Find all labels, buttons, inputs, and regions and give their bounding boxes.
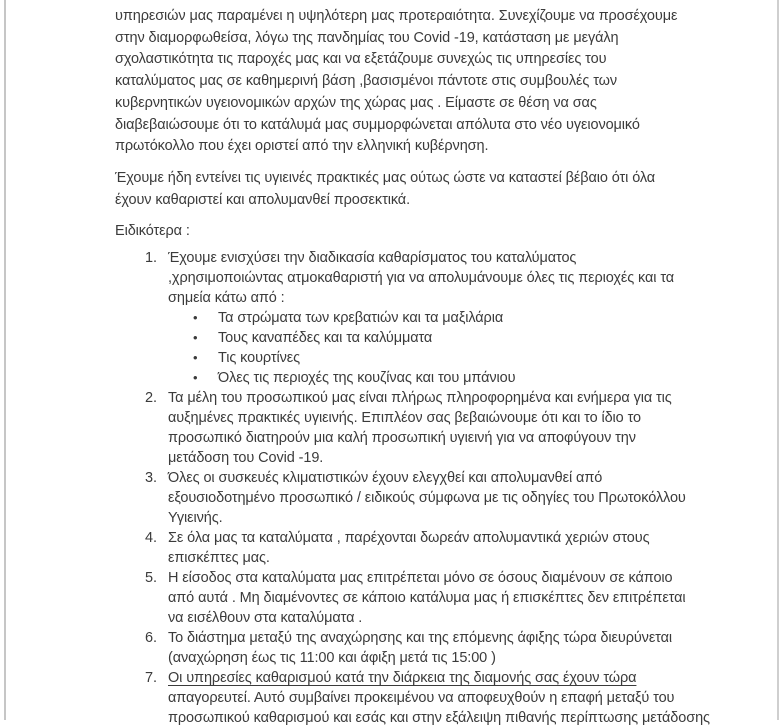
bullet-icon: •: [193, 350, 198, 366]
text-line: μετάδοση του Covid -19.: [168, 450, 324, 467]
text-line: να εισέλθουν στα καταλύματα .: [168, 610, 363, 627]
list-number: 1.: [145, 250, 157, 267]
text-line: από αυτά . Μη διαμένοντες σε κάποιο κατάλυμα μας ή επισκέπτες δεν επιτρέπεται: [168, 590, 686, 607]
text-line: Έχουμε ήδη εντείνει τις υγιεινές πρακτικές μας ούτως ώστε να καταστεί βέβαιο ότι όλα: [115, 169, 656, 186]
list-number: 6.: [145, 630, 157, 647]
list-item-3: [145, 468, 723, 528]
bullet-icon: •: [193, 370, 198, 386]
section-heading: [115, 221, 723, 243]
text-line: αυξημένες πρακτικές υγιεινής. Επιπλέον σας βεβαιώνουμε ότι και το ίδιο το: [168, 410, 641, 427]
text-line: απαγορευτεί. Αυτό συμβαίνει προκειμένου να αποφευχθούν η επαφή μεταξύ του: [168, 690, 675, 707]
text-line: πρωτόκολλο που έχει οριστεί από την ελληνική κυβέρνηση.: [115, 138, 489, 155]
bullet-list: [145, 308, 723, 388]
list-item-5: [145, 568, 723, 628]
text-line: στην διαμορφωθείσα, λόγω της πανδημίας του Covid -19, κατάσταση με μεγάλη: [115, 29, 619, 46]
text-line: καταλύματος μας σε καθημερινή βάση ,βασισμένοι πάντοτε στις συμβουλές των: [115, 73, 618, 90]
list-number: 3.: [145, 470, 157, 487]
bullet-item: [193, 328, 723, 348]
text-line: Όλες οι συσκευές κλιματιστικών έχουν ελεγχθεί και απολυμανθεί από: [168, 470, 603, 487]
text-line: Τις κουρτίνες: [218, 350, 301, 367]
text-line: διαβεβαιώσουμε ότι το κατάλυμά μας συμμορφώνεται απόλυτα στο νέο υγειονομικό: [115, 116, 640, 133]
text-line: Όλες τις περιοχές της κουζίνας και του μπάνιου: [218, 370, 516, 387]
page-left-edge: [4, 0, 6, 720]
text-line: Σε όλα μας τα καταλύματα , παρέχονται δωρεάν απολυμαντικά χεριών στους: [168, 530, 650, 547]
bullet-item: [193, 308, 723, 328]
list-item-7: [145, 668, 723, 728]
bullet-item: [193, 348, 723, 368]
paragraph-hygiene-practices: [115, 168, 723, 211]
text-line: (αναχώρηση έως τις 11:00 και άφιξη μετά τις 15:00 ): [168, 650, 496, 667]
text-line: Το διάστημα μεταξύ της αναχώρησης και της επόμενης άφιξης τώρα διευρύνεται: [168, 630, 673, 647]
list-number: 5.: [145, 570, 157, 587]
bullet-item: [193, 368, 723, 388]
text-line: Τα μέλη του προσωπικού μας είναι πλήρως πληροφορημένα και ενήμερα για τις: [168, 390, 672, 407]
text-line: έχουν καθαριστεί και απολυμανθεί προσεκτικά.: [115, 191, 411, 208]
list-item-4: [145, 528, 723, 568]
text-line: σημεία κάτω από :: [168, 290, 285, 307]
text-line: Έχουμε ενισχύσει την διαδικασία καθαρίσματος του καταλύματος: [168, 250, 577, 267]
document-content: [115, 6, 723, 728]
page-right-edge: [777, 0, 779, 720]
list-item-6: [145, 628, 723, 668]
list-number: 7.: [145, 670, 157, 687]
list-number: 2.: [145, 390, 157, 407]
text-line: εξουσιοδοτημένο προσωπικό / ειδικούς σύμφωνα με τις οδηγίες του Πρωτοκόλλου: [168, 490, 686, 507]
text-line: Τα στρώματα των κρεβατιών και τα μαξιλάρια: [218, 310, 504, 327]
text-line: επισκέπτες μας.: [168, 550, 270, 567]
bullet-icon: •: [193, 310, 198, 326]
list-number: 4.: [145, 530, 157, 547]
text-line: προσωπικό διατηρούν μια καλή προσωπική υγιεινή για να αποφύγουν την: [168, 430, 636, 447]
numbered-list: [115, 248, 723, 728]
text-line: Ειδικότερα :: [115, 223, 190, 240]
list-item-2: [145, 388, 723, 468]
paragraph-services: [115, 6, 723, 158]
text-line: προσωπικού καθαρισμού και εσάς και στην εξάλειψη πιθανής περίπτωσης μετάδοσης: [168, 710, 710, 727]
text-line: Υγιεινής.: [168, 510, 223, 527]
bullet-icon: •: [193, 330, 198, 346]
text-line-underlined: Οι υπηρεσίες καθαρισμού κατά την διάρκεια της διαμονής σας έχουν τώρα: [168, 670, 637, 687]
text-line: Τους καναπέδες και τα καλύμματα: [218, 330, 433, 347]
text-line: σχολαστικότητα τις παροχές μας και να εξετάζουμε συνεχώς τις υπηρεσίες του: [115, 51, 607, 68]
text-line: ,χρησιμοποιώντας ατμοκαθαριστή για να απολυμάνουμε όλες τις περιοχές και τα: [168, 270, 675, 287]
text-line: κυβερνητικών υγειονομικών αρχών της χώρας μας . Είμαστε σε θέση να σας: [115, 94, 597, 111]
list-item-1: [145, 248, 723, 388]
text-line: Η είσοδος στα καταλύματα μας επιτρέπεται μόνο σε όσους διαμένουν σε κάποιο: [168, 570, 673, 587]
text-line: υπηρεσιών μας παραμένει η υψηλότερη μας προτεραιότητα. Συνεχίζουμε να προσέχουμε: [115, 8, 678, 24]
